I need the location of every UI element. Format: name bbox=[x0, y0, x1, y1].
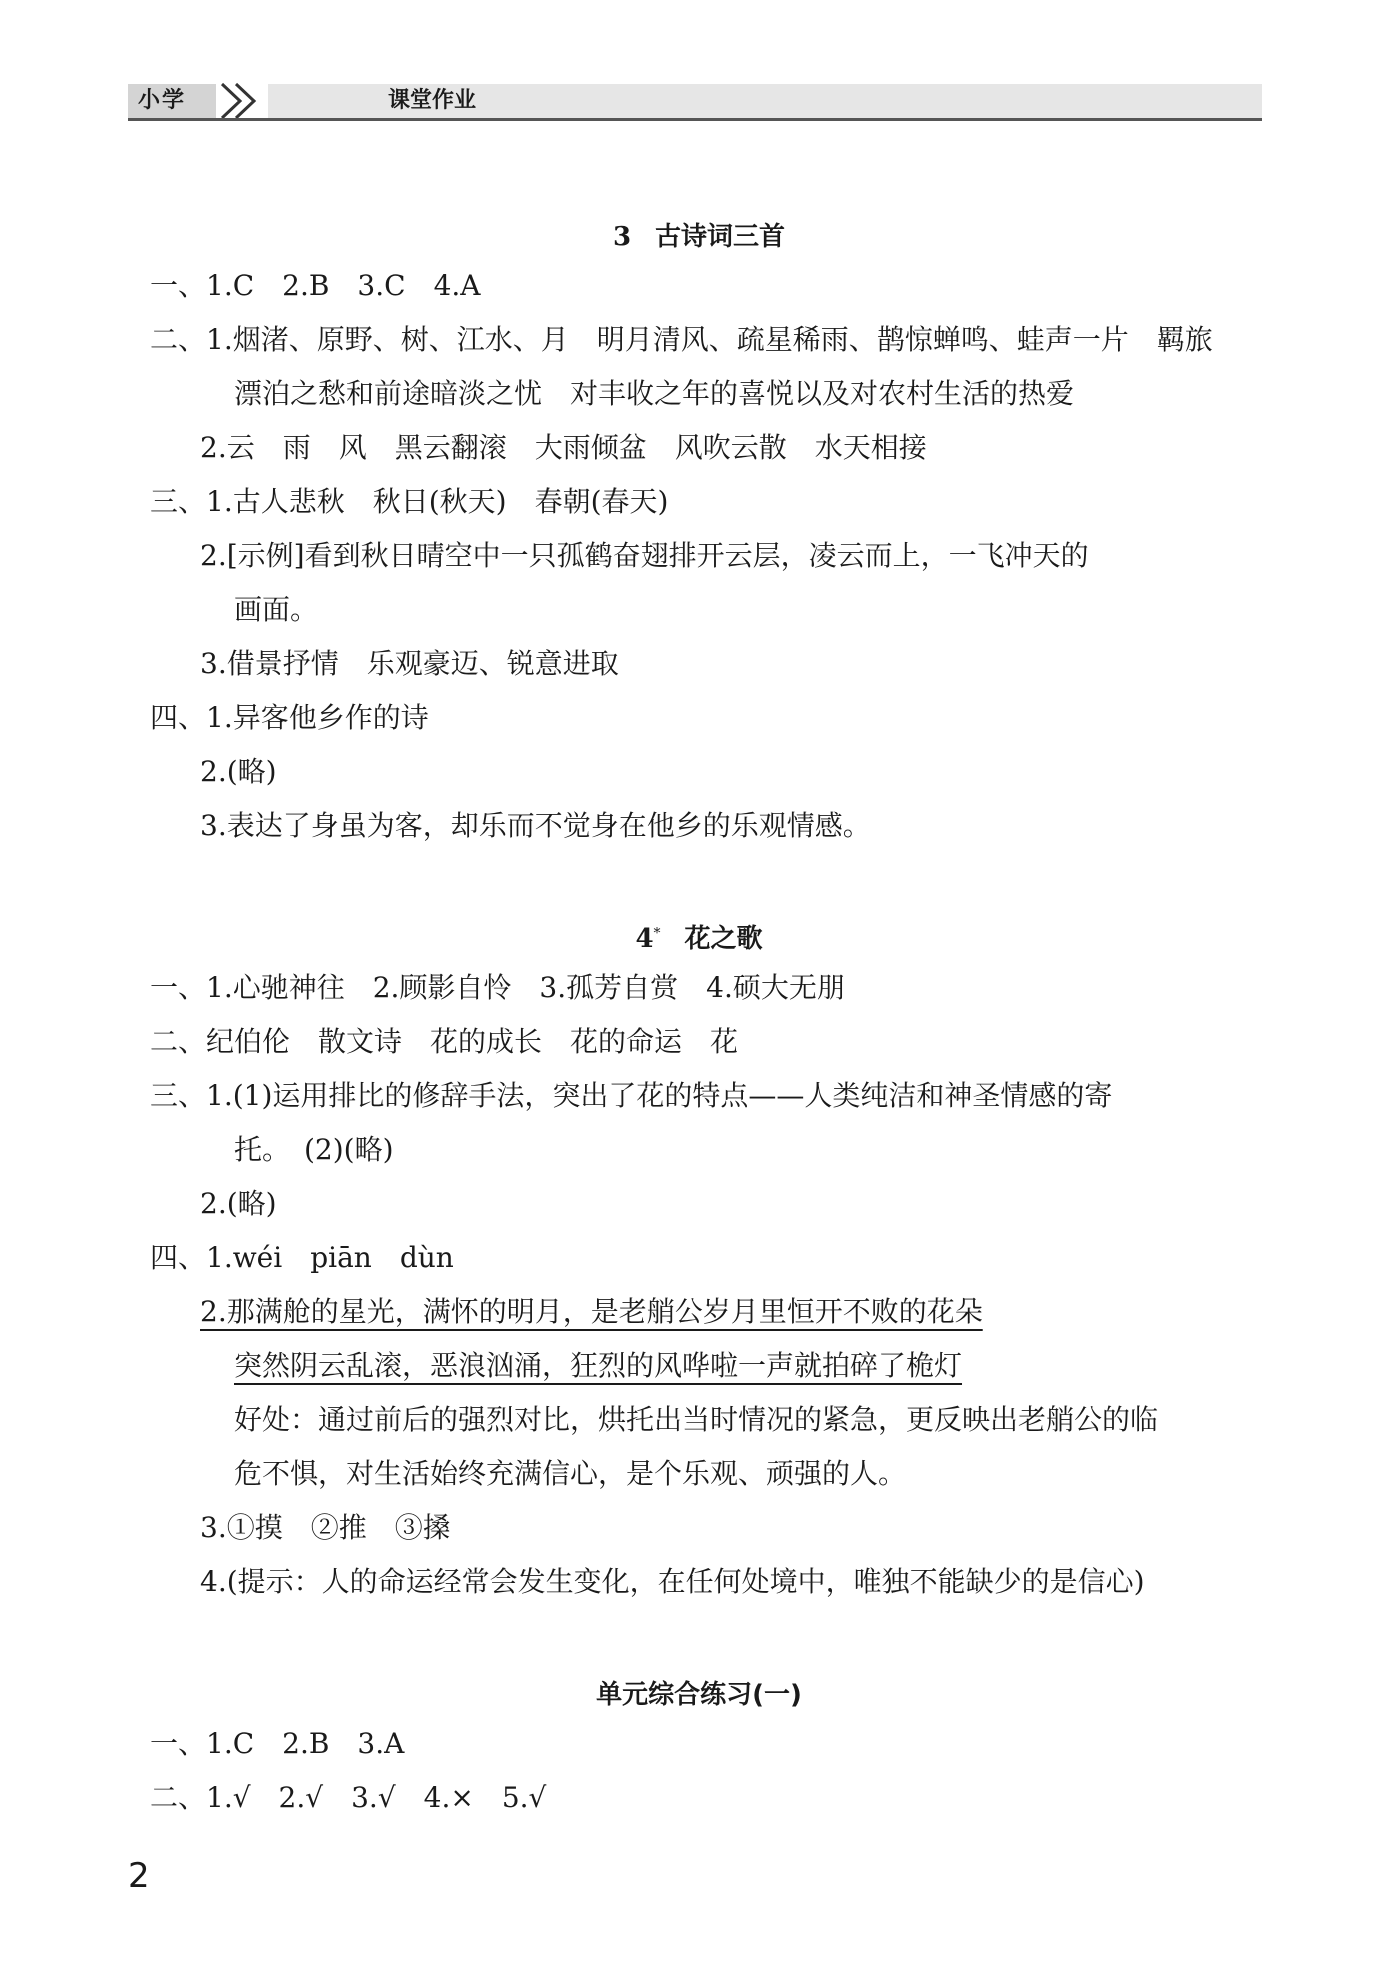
underlined-answer-line: 突然阴云乱滚，恶浪汹涌，狂烈的风哗啦一声就拍碎了桅灯 bbox=[234, 1349, 963, 1382]
answer-line: 托。 (2)(略) bbox=[234, 1133, 394, 1166]
section-title bbox=[0, 1674, 1398, 1711]
answer-line: 画面。 bbox=[234, 593, 319, 626]
section-name: 古诗词三首 bbox=[655, 222, 786, 252]
section-name: 单元综合练习(一) bbox=[596, 1680, 802, 1710]
answer-line: 2.[示例]看到秋日晴空中一只孤鹤奋翅排开云层，凌云而上，一飞冲天的 bbox=[200, 539, 1089, 572]
answer-line: 好处：通过前后的强烈对比，烘托出当时情况的紧急，更反映出老艄公的临 bbox=[234, 1403, 1159, 1436]
answer-line: 四、1.wéi piān dùn bbox=[150, 1241, 454, 1274]
header-level: 小学 bbox=[128, 84, 216, 118]
answer-line: 危不惧，对生活始终充满信心，是个乐观、顽强的人。 bbox=[234, 1457, 907, 1490]
double-chevron-icon bbox=[214, 80, 274, 122]
answer-line: 四、1.异客他乡作的诗 bbox=[150, 701, 429, 734]
header-rule bbox=[128, 118, 1262, 121]
answer-line: 2.(略) bbox=[200, 755, 277, 788]
answer-line: 3.表达了身虽为客，却乐而不觉身在他乡的乐观情感。 bbox=[200, 809, 871, 842]
section-title bbox=[0, 216, 1398, 253]
section-title bbox=[0, 918, 1398, 955]
answer-line: 二、1.√ 2.√ 3.√ 4.× 5.√ bbox=[150, 1781, 547, 1814]
answer-line: 二、纪伯伦 散文诗 花的成长 花的命运 花 bbox=[150, 1025, 739, 1058]
page-header bbox=[128, 80, 1262, 124]
answer-line: 三、1.(1)运用排比的修辞手法，突出了花的特点——人类纯洁和神圣情感的寄 bbox=[150, 1079, 1113, 1112]
answer-line: 4.(提示：人的命运经常会发生变化，在任何处境中，唯独不能缺少的是信心) bbox=[200, 1565, 1145, 1598]
header-book-title: 课堂作业 bbox=[388, 88, 477, 113]
page-number: 2 bbox=[128, 1856, 150, 1896]
answer-line: 三、1.古人悲秋 秋日(秋天) 春朝(春天) bbox=[150, 485, 669, 518]
answer-line: 漂泊之愁和前途暗淡之忧 对丰收之年的喜悦以及对农村生活的热爱 bbox=[234, 377, 1075, 410]
answer-line: 一、1.C 2.B 3.C 4.A bbox=[150, 269, 481, 302]
header-book bbox=[268, 84, 1262, 118]
underlined-answer-line: 2.那满舱的星光，满怀的明月，是老艄公岁月里恒开不败的花朵 bbox=[200, 1295, 983, 1328]
answer-line: 一、1.心驰神往 2.顾影自怜 3.孤芳自赏 4.硕大无朋 bbox=[150, 971, 845, 1004]
section-number: 4* bbox=[635, 924, 661, 954]
answer-line: 3.①摸 ②推 ③搡 bbox=[200, 1511, 451, 1544]
answer-line: 2.(略) bbox=[200, 1187, 277, 1220]
answer-line: 2.云 雨 风 黑云翻滚 大雨倾盆 风吹云散 水天相接 bbox=[200, 431, 927, 464]
section-number: 3 bbox=[612, 222, 632, 252]
answer-line: 二、1.烟渚、原野、树、江水、月 明月清风、疏星稀雨、鹊惊蝉鸣、蛙声一片 羁旅 bbox=[150, 323, 1213, 356]
section-name: 花之歌 bbox=[684, 924, 763, 954]
answer-line: 3.借景抒情 乐观豪迈、锐意进取 bbox=[200, 647, 619, 680]
answer-line: 一、1.C 2.B 3.A bbox=[150, 1727, 405, 1760]
